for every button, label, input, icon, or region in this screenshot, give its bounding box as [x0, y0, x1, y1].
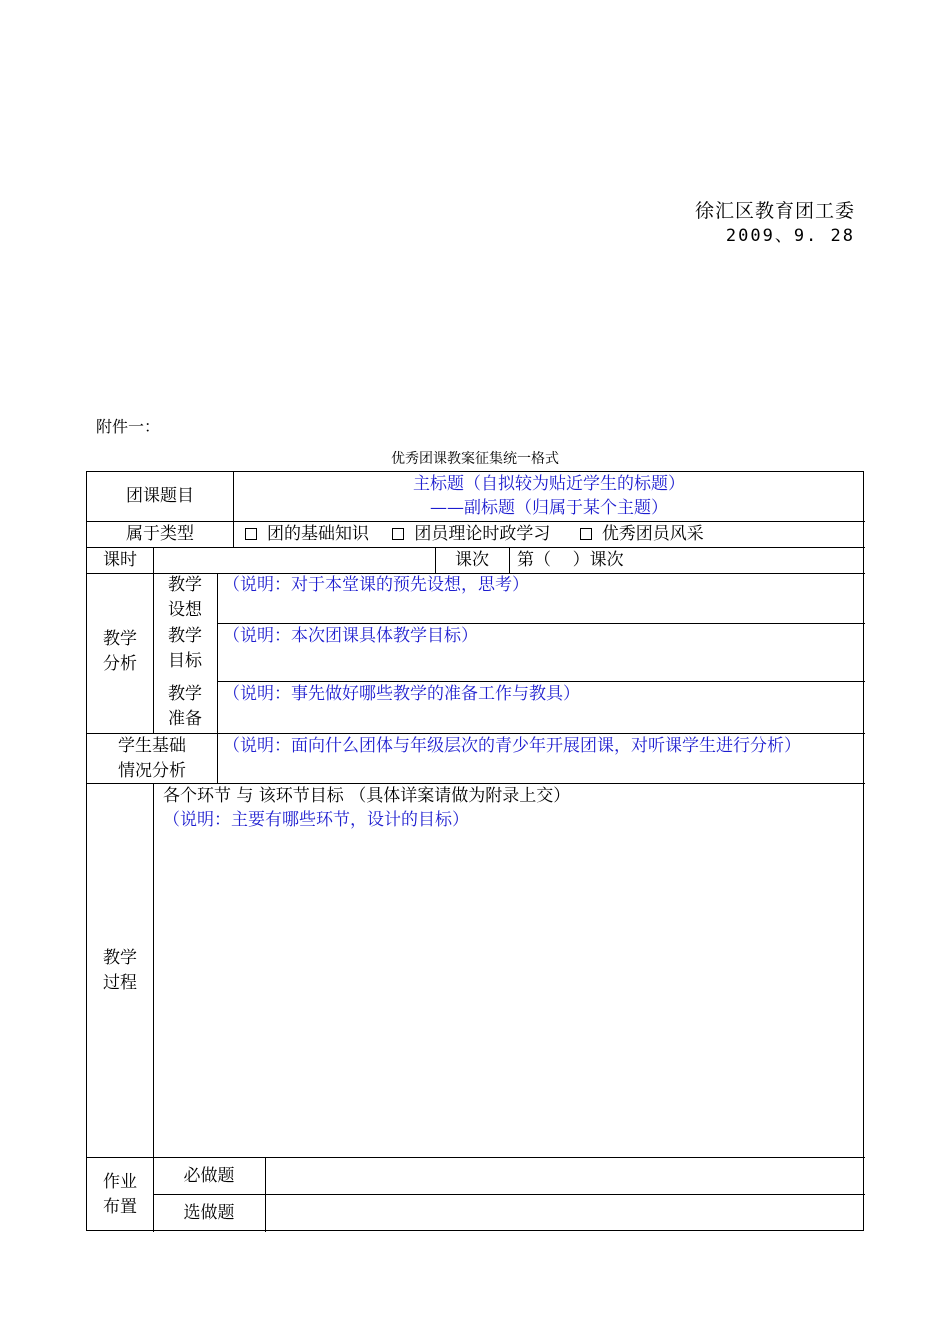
- preparation-label: 教学 准备: [168, 684, 202, 729]
- required-homework-field[interactable]: [271, 1164, 859, 1189]
- col-divider: [217, 733, 218, 783]
- issuer-block: [695, 198, 855, 247]
- type-option-basics[interactable]: 团的基础知识: [245, 524, 369, 544]
- form-title: 优秀团课教案征集统一格式: [391, 451, 559, 467]
- type-label: 属于类型: [126, 524, 194, 544]
- type-options: [245, 522, 704, 547]
- type-option-showcase[interactable]: 优秀团员风采: [580, 524, 704, 544]
- col-divider: [217, 573, 218, 733]
- lesson-plan-form: [86, 471, 864, 1231]
- homework-label: 作业 布置: [103, 1172, 137, 1217]
- checkbox[interactable]: [245, 528, 257, 540]
- checkbox[interactable]: [580, 528, 592, 540]
- objective-note[interactable]: （说明：本次团课具体教学目标）: [223, 626, 478, 646]
- type-option-theory[interactable]: 团员理论时政学习: [392, 524, 550, 544]
- row-divider: [153, 1194, 865, 1195]
- hours-label: 课时: [103, 550, 137, 570]
- topic-main-title[interactable]: 主标题（自拟较为贴近学生的标题）: [413, 474, 685, 494]
- optional-homework-field[interactable]: [271, 1201, 859, 1226]
- row-divider: [87, 1157, 865, 1158]
- col-divider: [265, 1157, 266, 1232]
- col-divider: [509, 547, 510, 573]
- student-analysis-note[interactable]: （说明：面向什么团体与年级层次的青少年开展团课，对听课学生进行分析）: [223, 736, 801, 756]
- process-label: 教学 过程: [103, 948, 137, 993]
- session-label: 课次: [455, 550, 489, 570]
- objective-label: 教学 目标: [168, 626, 202, 671]
- checkbox[interactable]: [392, 528, 404, 540]
- required-homework-label: 必做题: [183, 1166, 235, 1186]
- student-analysis-label: 学生基础 情况分析: [118, 736, 186, 781]
- concept-note[interactable]: （说明：对于本堂课的预先设想，思考）: [223, 575, 529, 595]
- process-heading: 各个环节 与 该环节目标 （具体详案请做为附录上交）: [163, 786, 571, 806]
- preparation-note[interactable]: （说明：事先做好哪些教学的准备工作与教具）: [223, 684, 580, 704]
- topic-subtitle[interactable]: ——副标题（归属于某个主题）: [430, 498, 668, 518]
- optional-homework-label: 选做题: [183, 1203, 235, 1223]
- col-divider: [153, 547, 154, 573]
- concept-label: 教学 设想: [168, 575, 202, 620]
- issue-date: 2009、9. 28: [725, 226, 855, 246]
- process-note[interactable]: （说明：主要有哪些环节，设计的目标）: [163, 810, 469, 830]
- analysis-label: 教学 分析: [103, 629, 137, 674]
- attachment-label: 附件一：: [96, 417, 161, 436]
- issuer-org: 徐汇区教育团工委: [694, 200, 855, 222]
- topic-label: 团课题目: [126, 486, 194, 506]
- session-field[interactable]: 第（ ）课次: [517, 550, 624, 570]
